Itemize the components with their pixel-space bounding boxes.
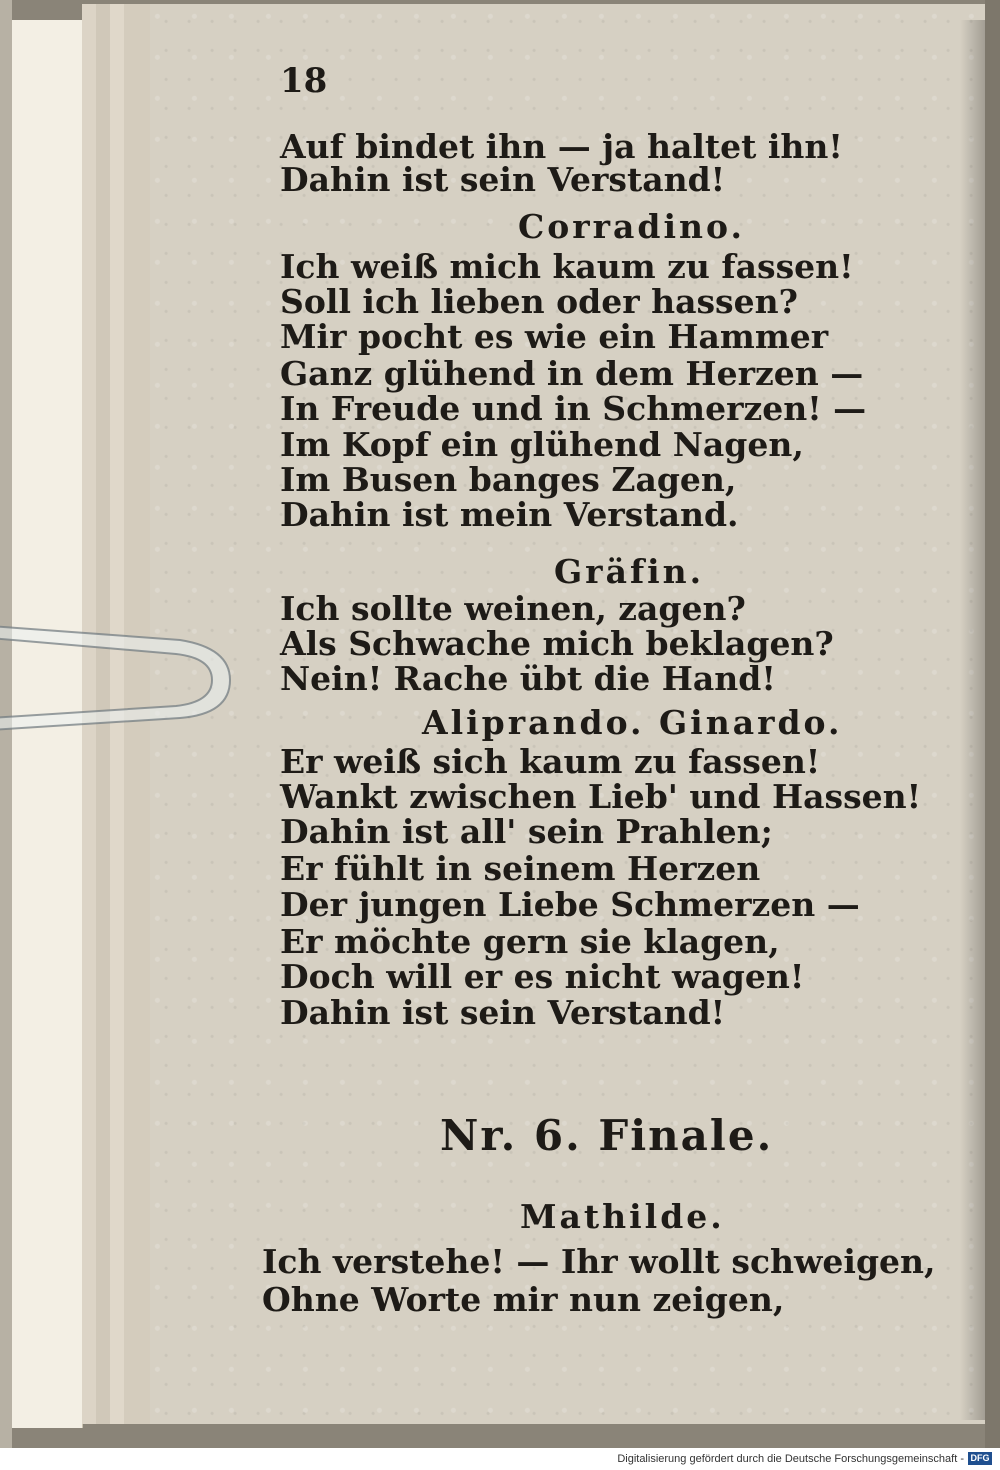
verse-line: Soll ich lieben oder hassen? [280,282,798,321]
verse-line: Dahin ist sein Verstand! [280,993,726,1032]
footer [0,1448,1000,1470]
verse-line: Dahin ist all' sein Prahlen; [280,812,773,851]
verse-line: Auf bindet ihn — ja haltet ihn! [280,127,843,166]
page-shadow [960,20,986,1420]
speaker-name: Mathilde. [520,1197,725,1236]
verse-line: Er möchte gern sie klagen, [280,922,780,961]
verse-line: Ich sollte weinen, zagen? [280,589,746,628]
verse-line: Im Busen banges Zagen, [280,460,737,499]
verse-line: Ich verstehe! — Ihr wollt schweigen, [262,1242,936,1281]
verse-line: In Freude und in Schmerzen! — [280,389,867,428]
speaker-name: Corradino. [518,207,745,246]
verse-line: Der jungen Liebe Schmerzen — [280,885,860,924]
verse-line: Als Schwache mich beklagen? [280,624,834,663]
verse-line: Doch will er es nicht wagen! [280,957,805,996]
binding-board-right [985,0,1000,1448]
verse-line: Ich weiß mich kaum zu fassen! [280,247,854,286]
verse-line: Mir pocht es wie ein Hammer [280,317,829,356]
verse-line: Er weiß sich kaum zu fassen! [280,742,821,781]
verse-line: Im Kopf ein glühend Nagen, [280,425,804,464]
verse-line: Ohne Worte mir nun zeigen, [262,1280,785,1319]
verse-line: Dahin ist sein Verstand! [280,160,726,199]
dfg-logo: DFG [968,1452,992,1465]
section-heading: Nr. 6. Finale. [440,1111,774,1160]
verse-line: Dahin ist mein Verstand. [280,495,739,534]
speaker-name: Gräfin. [554,552,705,591]
verse-line: Wankt zwischen Lieb' und Hassen! [280,777,922,816]
verse-line: Nein! Rache übt die Hand! [280,659,776,698]
scan-holder-clip-icon [0,618,240,736]
verse-line: Ganz glühend in dem Herzen — [280,354,864,393]
footer-credit: Digitalisierung gefördert durch die Deutsche Forschungsgemeinschaft - [617,1453,964,1465]
verse-line: Er fühlt in seinem Herzen [280,849,761,888]
speaker-name: Aliprando. Ginardo. [422,703,843,742]
page-number: 18 [280,61,328,101]
